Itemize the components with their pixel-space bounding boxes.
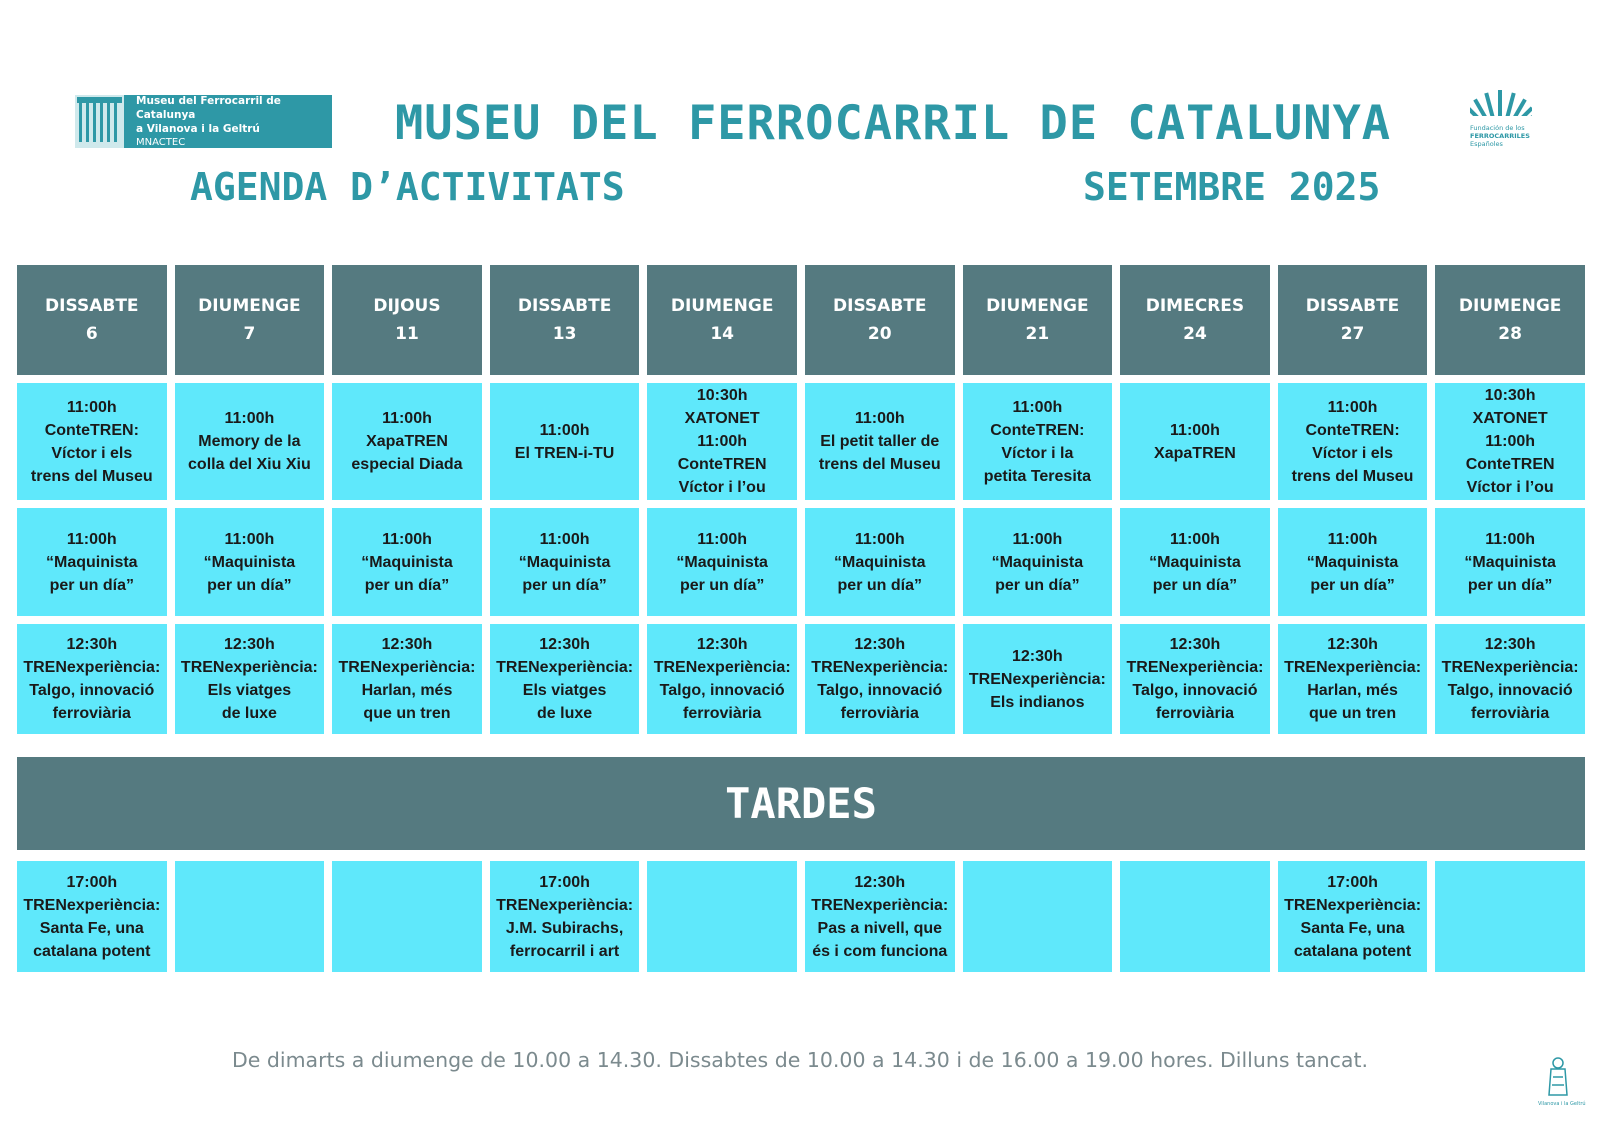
museum-building-icon: [75, 95, 124, 148]
agenda-subtitle: AGENDA D’ACTIVITATS: [190, 165, 625, 209]
activity-cell: 12:30h TRENexperiència: Talgo, innovació ferroviària: [17, 624, 167, 734]
activity-cell: 10:30h XATONET 11:00h ConteTREN Víctor i l’ou: [1435, 383, 1585, 500]
activity-cell: 12:30h TRENexperiència: Els viatges de luxe: [490, 624, 640, 734]
activity-cell: 12:30h TRENexperiència: Talgo, innovació ferroviària: [1120, 624, 1270, 734]
day-header: DISSABTE 6: [17, 265, 167, 375]
activity-cell: 11:00h “Maquinista per un día”: [647, 508, 797, 616]
town-figure-icon: [1538, 1055, 1578, 1101]
activity-cell: 17:00h TRENexperiència: J.M. Subirachs, ferrocarril i art: [490, 861, 640, 972]
day-header: DIMECRES 24: [1120, 265, 1270, 375]
activity-cell: 11:00h “Maquinista per un día”: [1120, 508, 1270, 616]
activity-cell: 11:00h ConteTREN: Víctor i els trens del Museu: [1278, 383, 1428, 500]
activity-cell: 11:00h “Maquinista per un día”: [490, 508, 640, 616]
activity-cell: 12:30h TRENexperiència: Els viatges de luxe: [175, 624, 325, 734]
activity-cell: 11:00h ConteTREN: Víctor i els trens del Museu: [17, 383, 167, 500]
activity-cell: 11:00h “Maquinista per un día”: [332, 508, 482, 616]
activity-cell: 11:00h Memory de la colla del Xiu Xiu: [175, 383, 325, 500]
afternoon-schedule: [17, 861, 1585, 980]
activity-cell: 11:00h “Maquinista per un día”: [805, 508, 955, 616]
empty-cell: [332, 861, 482, 972]
activity-cell: 11:00h ConteTREN: Víctor i la petita Teresita: [963, 383, 1113, 500]
activity-cell: 12:30h TRENexperiència: Pas a nivell, que és i com funciona: [805, 861, 955, 972]
empty-cell: [647, 861, 797, 972]
activity-cell: 12:30h TRENexperiència: Talgo, innovació ferroviària: [647, 624, 797, 734]
day-header: DIUMENGE 21: [963, 265, 1113, 375]
activity-cell: 11:00h “Maquinista per un día”: [17, 508, 167, 616]
empty-cell: [1120, 861, 1270, 972]
activity-cell: 12:30h TRENexperiència: Harlan, més que un tren: [332, 624, 482, 734]
day-header: DISSABTE 20: [805, 265, 955, 375]
afternoon-row: [17, 861, 1585, 972]
day-header: DIUMENGE 14: [647, 265, 797, 375]
activity-cell: 12:30h TRENexperiència: Talgo, innovació ferroviària: [1435, 624, 1585, 734]
afternoon-banner: TARDES: [17, 757, 1585, 850]
activity-cell: 11:00h El petit taller de trens del Museu: [805, 383, 955, 500]
town-logo: [1538, 1055, 1586, 1111]
foundation-logo-line3: Españoles: [1470, 140, 1503, 148]
activity-cell: 11:00h “Maquinista per un día”: [1435, 508, 1585, 616]
day-header: DISSABTE 27: [1278, 265, 1428, 375]
activity-cell: 11:00h XapaTREN especial Diada: [332, 383, 482, 500]
town-logo-text: Vilanova i la Geltrú: [1538, 1101, 1586, 1107]
day-header-row: [17, 265, 1585, 375]
activity-row-2: [17, 508, 1585, 616]
day-header: DIUMENGE 28: [1435, 265, 1585, 375]
activity-cell: 10:30h XATONET 11:00h ConteTREN Víctor i l’ou: [647, 383, 797, 500]
day-header: DISSABTE 13: [490, 265, 640, 375]
activity-cell: 11:00h “Maquinista per un día”: [175, 508, 325, 616]
morning-schedule: [17, 265, 1585, 742]
museum-logo-line3: MNACTEC: [136, 136, 186, 148]
activity-cell: 17:00h TRENexperiència: Santa Fe, una catalana potent: [1278, 861, 1428, 972]
page-title: MUSEU DEL FERROCARRIL DE CATALUNYA: [395, 96, 1392, 151]
foundation-logo-text: [1470, 124, 1530, 148]
day-header: DIUMENGE 7: [175, 265, 325, 375]
empty-cell: [1435, 861, 1585, 972]
museum-logo-line1: Museu del Ferrocarril de Catalunya: [136, 94, 281, 121]
foundation-logo: [1470, 88, 1542, 152]
activity-row-3: [17, 624, 1585, 734]
opening-hours-footer: De dimarts a diumenge de 10.00 a 14.30. Dissabtes de 10.00 a 14.30 i de 16.00 a 19.00 hores. Dilluns tancat.: [231, 1048, 1369, 1072]
activity-cell: 12:30h TRENexperiència: Harlan, més que un tren: [1278, 624, 1428, 734]
activity-cell: 11:00h El TREN-i-TU: [490, 383, 640, 500]
day-header: DIJOUS 11: [332, 265, 482, 375]
activity-cell: 17:00h TRENexperiència: Santa Fe, una catalana potent: [17, 861, 167, 972]
activity-cell: 11:00h “Maquinista per un día”: [1278, 508, 1428, 616]
foundation-logo-line1: Fundación de los: [1470, 124, 1525, 132]
museum-logo-text: [124, 94, 332, 150]
foundation-logo-line2: FERROCARRILES: [1470, 132, 1530, 140]
activity-cell: 11:00h “Maquinista per un día”: [963, 508, 1113, 616]
activity-cell: 11:00h XapaTREN: [1120, 383, 1270, 500]
month-subtitle: SETEMBRE 2025: [1083, 165, 1381, 209]
activity-cell: 12:30h TRENexperiència: Talgo, innovació ferroviària: [805, 624, 955, 734]
activity-row-1: [17, 383, 1585, 500]
museum-logo: [75, 95, 332, 148]
foundation-sunburst-icon: [1470, 88, 1532, 122]
activity-cell: 12:30h TRENexperiència: Els indianos: [963, 624, 1113, 734]
empty-cell: [175, 861, 325, 972]
empty-cell: [963, 861, 1113, 972]
museum-logo-line2: a Vilanova i la Geltrú: [136, 122, 260, 135]
